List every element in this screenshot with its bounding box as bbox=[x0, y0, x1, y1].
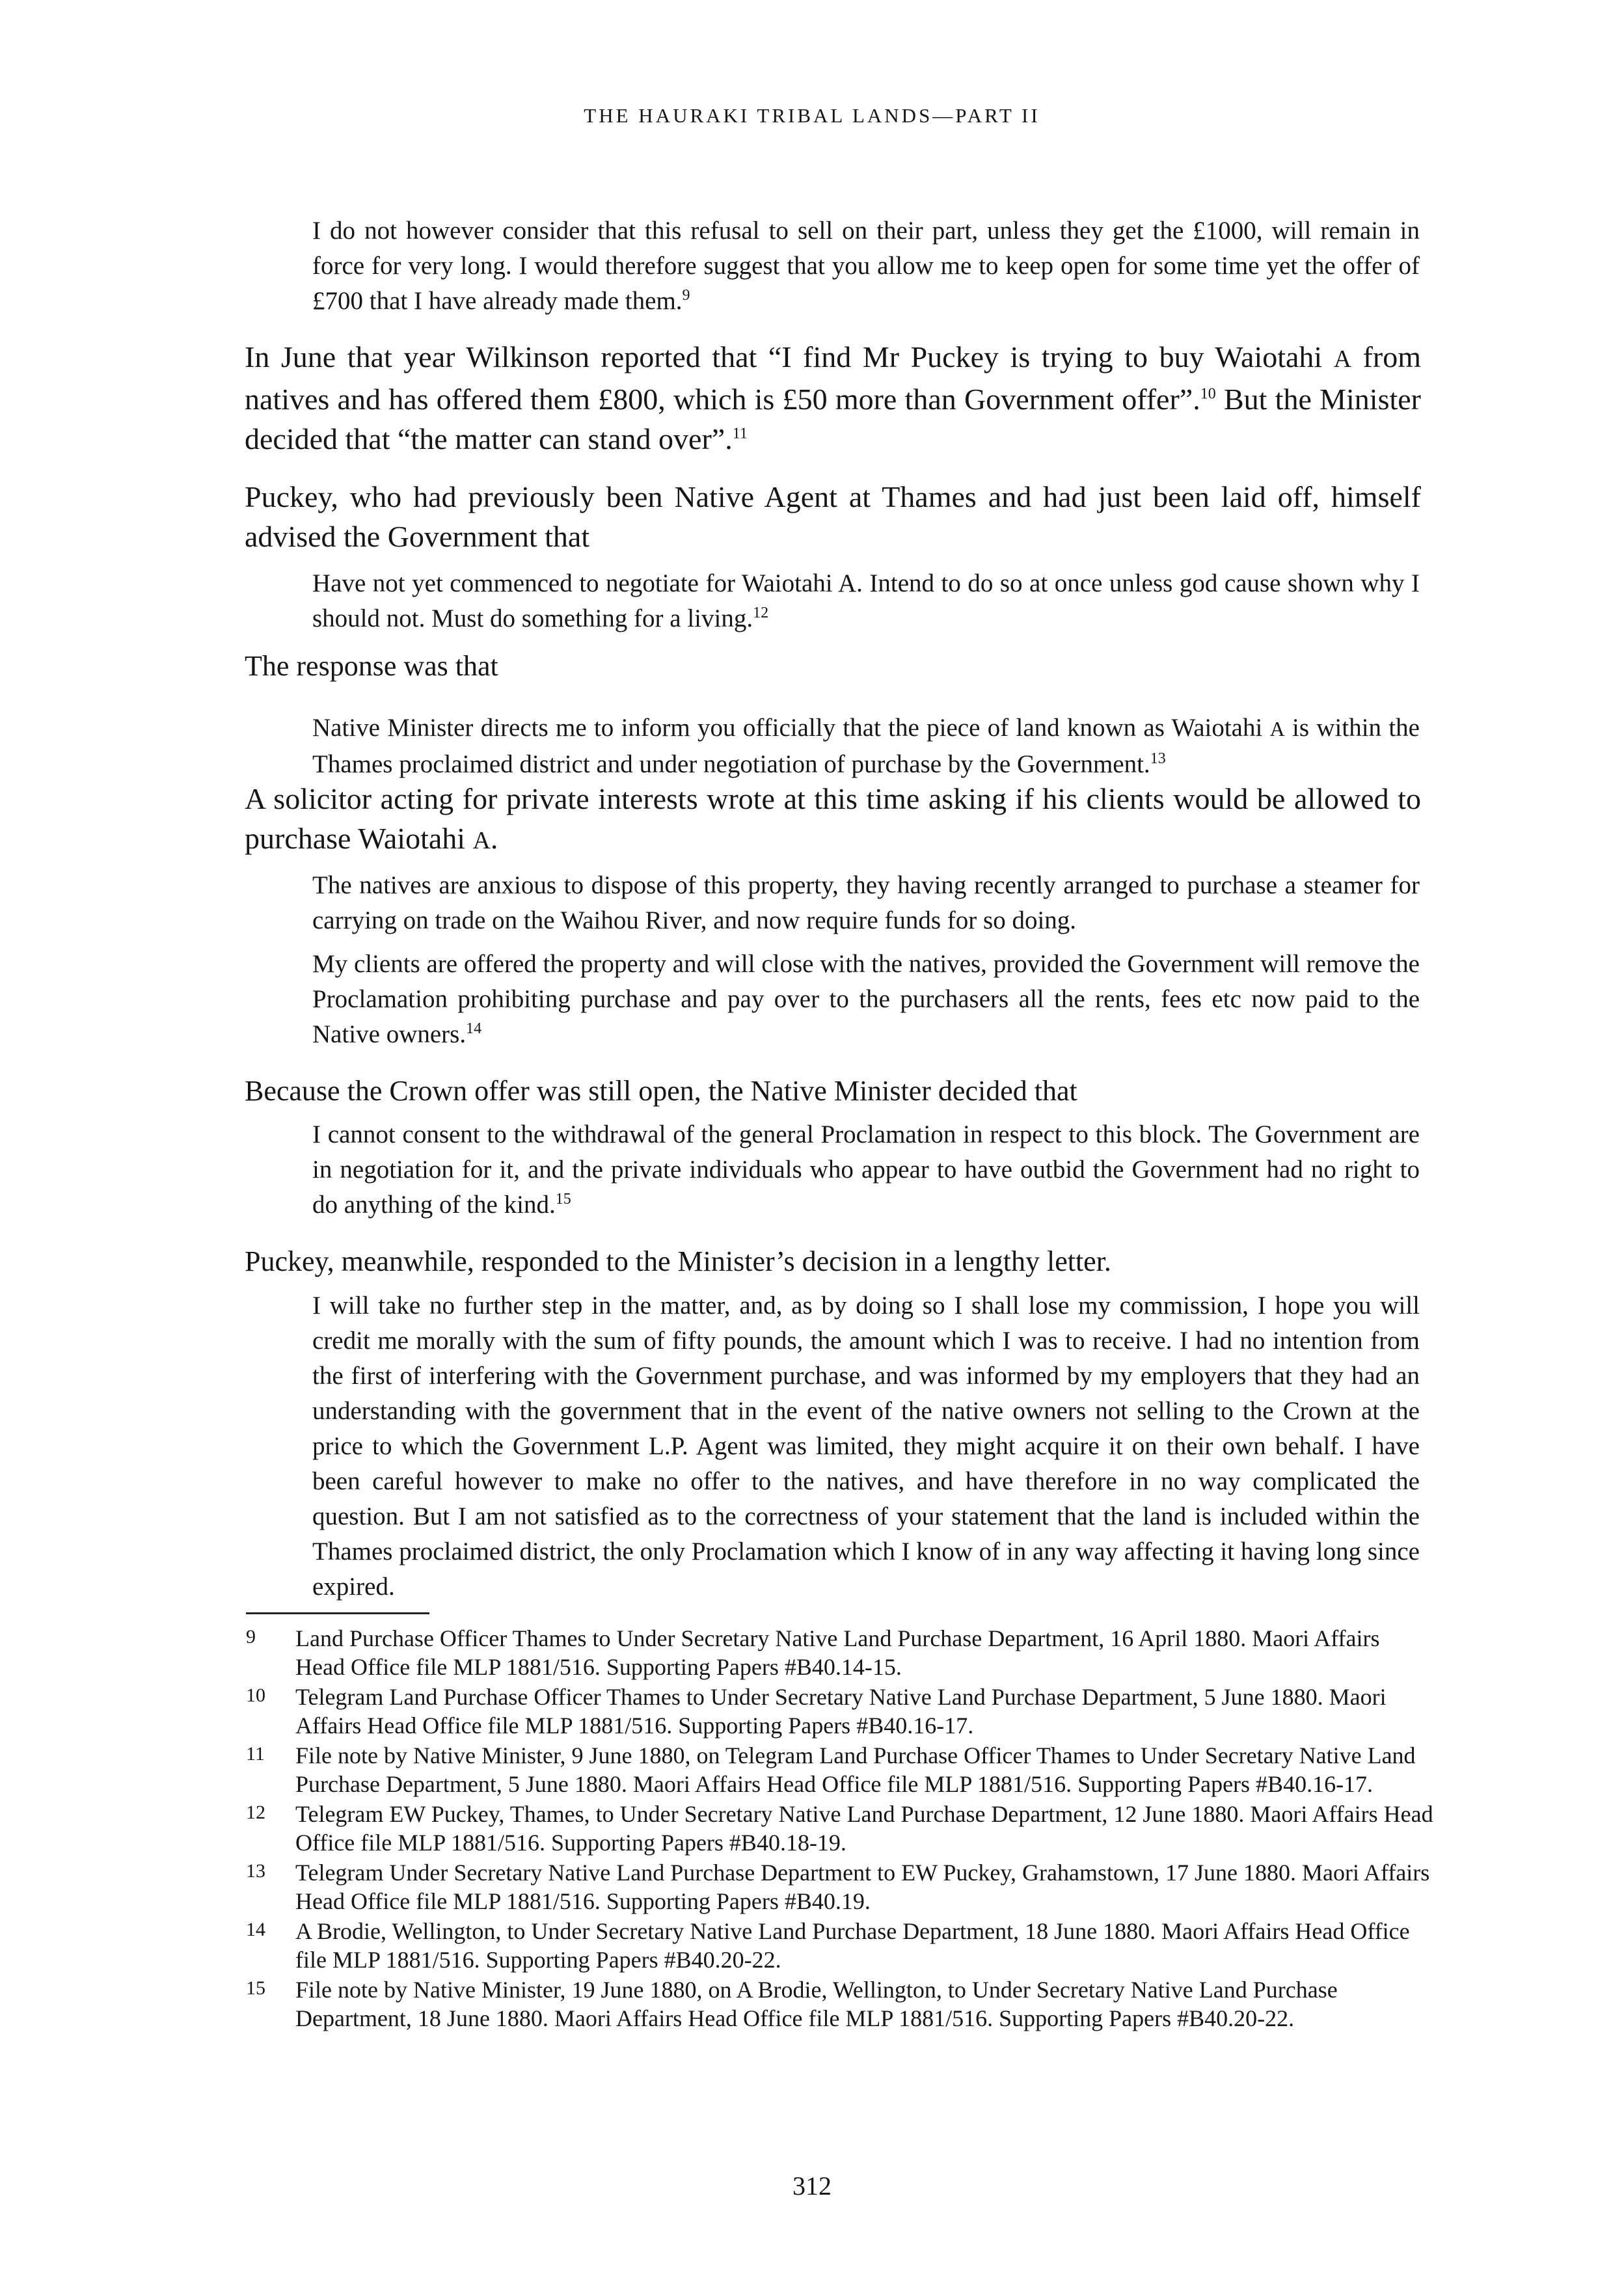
footnote-ref: 13 bbox=[1150, 750, 1166, 767]
footnote: 14 A Brodie, Wellington, to Under Secretary Native Land Purchase Department, 18 June 1880. Maori Affairs Head Office file MLP 1881/516. Supporting Papers #B40.20-22. bbox=[246, 1918, 1410, 1973]
footnote: 11 File note by Native Minister, 9 June 1880, on Telegram Land Purchase Officer Thames to Under Secretary Native Land Purchase Department, 5 June 1880. Maori Affairs Head Office file MLP 1881/516. Supporting Papers #B40.16-17. bbox=[246, 1742, 1416, 1797]
paragraph-crown-offer: Because the Crown offer was still open, the Native Minister decided that bbox=[245, 1075, 1077, 1107]
block-quote-natives-anxious: The natives are anxious to dispose of this property, they having recently arranged to purchase a steamer for carrying on trade on the Waihou River, and now require funds for so doing. bbox=[312, 871, 1420, 934]
footnotes bbox=[246, 1624, 1433, 2034]
footnote: 10 Telegram Land Purchase Officer Thames to Under Secretary Native Land Purchase Department, 5 June 1880. Maori Affairs Head Office file MLP 1881/516. Supporting Papers #B40.16-17. bbox=[246, 1684, 1387, 1739]
quote-text: I do not however consider that this refusal to sell on their part, unless they get the £1000, will remain in force for very long. I would therefore suggest that you allow me to keep open for some time yet the offer of £700 that I have already made them. bbox=[312, 217, 1420, 315]
footnote-ref: 14 bbox=[466, 1020, 482, 1037]
footnote-ref: 9 bbox=[682, 287, 690, 304]
paragraph-response: The response was that bbox=[245, 650, 498, 682]
paragraph-puckey-advice: Puckey, who had previously been Native Agent at Thames and had just been laid off, himself advised the Government that bbox=[245, 480, 1421, 553]
footnote-rule bbox=[246, 1612, 429, 1614]
block-quote-withdrawal: I cannot consent to the withdrawal of the general Proclamation in respect to this block. The Government are in negotiation for it, and the private individuals who appear to have outbid the Government had no right to do anything of the kind.$^{15}$ bbox=[312, 1120, 1420, 1219]
footnote: 15 File note by Native Minister, 19 June 1880, on A Brodie, Wellington, to Under Secretary Native Land Purchase Department, 18 June 1880. Maori Affairs Head Office file MLP 1881/516. Supporting Papers #B40.20-22. bbox=[246, 1977, 1338, 2031]
footnote: 12 Telegram EW Puckey, Thames, to Under Secretary Native Land Purchase Department, 12 June 1880. Maori Affairs Head Office file MLP 1881/516. Supporting Papers #B40.18-19. bbox=[246, 1801, 1433, 1856]
footnote: 9 Land Purchase Officer Thames to Under Secretary Native Land Purchase Department, 16 April 1880. Maori Affairs Head Office file MLP 1881/516. Supporting Papers #B40.14-15. bbox=[246, 1625, 1380, 1680]
footnote-ref: 12 bbox=[753, 604, 769, 621]
paragraph-solicitor: A solicitor acting for private interests wrote at this time asking if his clients would be allowed to purchase Waiotahi A. bbox=[245, 782, 1421, 855]
paragraph-wilkinson-report: In June that year Wilkinson reported that “I find Mr Puckey is trying to buy Waiotahi A from natives and has offered them £800, which is £50 more than Government offer”.$^{10}$ But the Minister decided that “the matter can stand over”.$^{11}$ bbox=[245, 340, 1422, 455]
page-number: 312 bbox=[792, 2171, 832, 2201]
block-quote-clients: My clients are offered the property and will close with the natives, provided the Government will remove the Proclamation prohibiting purchase and pay over to the purchasers all the rents, fees etc now paid to the Native owners.$^{14}$ bbox=[312, 950, 1420, 1048]
footnote: 13 Telegram Under Secretary Native Land Purchase Department to EW Puckey, Grahamstown, 17 June 1880. Maori Affairs Head Office file MLP 1881/516. Supporting Papers #B40.19. bbox=[246, 1860, 1430, 1914]
paragraph-puckey-letter: Puckey, meanwhile, responded to the Minister’s decision in a lengthy letter. bbox=[245, 1245, 1111, 1277]
block-quote-native-minister: Native Minister directs me to inform you officially that the piece of land known as Waiotahi A is within the Thames proclaimed district and under negotiation of purchase by the Government.$^{13}$ bbox=[312, 714, 1420, 778]
block-quote-refusal bbox=[312, 213, 1420, 319]
footnote-ref: 11 bbox=[732, 425, 748, 442]
block-quote-puckey-letter: I will take no further step in the matter, and, as by doing so I shall lose my commission, I hope you will credit me morally with the sum of fifty pounds, the amount which I was to receive. I had no intention from the first of interfering with the Government purchase, and was informed by my employers that they had an understanding with the government that in the event of the native owners not selling to the Crown at the price to which the Government L.P. Agent was limited, they might acquire it on their own behalf. I have been careful however to make no offer to the natives, and have therefore in no way complicated the question. But I am not satisfied as to the correctness of your statement that the land is included within the Thames proclaimed district, the only Proclamation which I know of in any way affecting it having long since expired. bbox=[312, 1292, 1420, 1601]
footnote-ref: 15 bbox=[555, 1191, 571, 1208]
running-head: THE HAURAKI TRIBAL LANDS—PART II bbox=[584, 104, 1040, 127]
footnote-ref: 10 bbox=[1200, 385, 1216, 403]
block-quote-puckey-telegram: Have not yet commenced to negotiate for Waiotahi A. Intend to do so at once unless god cause shown why I should not. Must do something for a living.$^{12}$ bbox=[312, 569, 1420, 632]
